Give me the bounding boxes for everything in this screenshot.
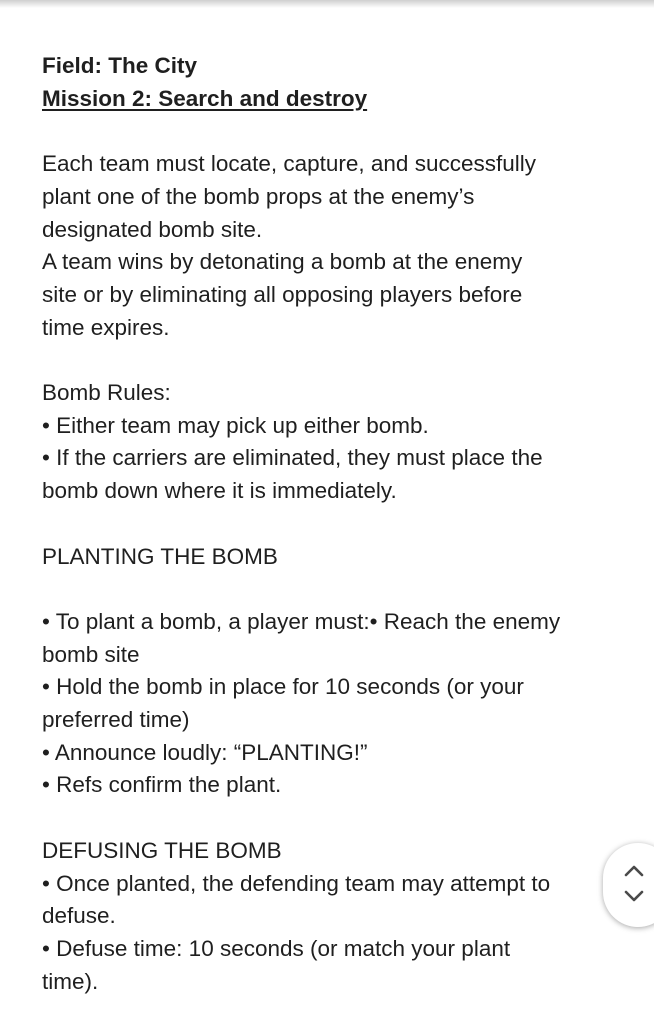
defusing-line: • Once planted, the defending team may attempt to [42,870,551,896]
spacer [42,802,622,835]
planting-line: • Refs confirm the plant. [42,772,282,798]
planting-line: • Announce loudly: “PLANTING!” [42,739,368,765]
spacer [42,508,622,541]
defusing-line: time). [42,968,99,994]
bomb-rules-heading: Bomb Rules: [42,380,171,405]
bomb-rules-line: bomb down where it is immediately. [42,478,397,504]
scroll-navigation-widget [603,843,654,927]
planting-line: preferred time) [42,707,190,732]
chevron-up-icon [623,864,645,878]
objective-line: Each team must locate, capture, and successfully [42,151,536,177]
planting-heading: PLANTING THE BOMB [42,543,278,569]
spacer [42,344,622,377]
objective-line: site or by eliminating all opposing players before [42,281,523,307]
objective-line: plant one of the bomb props at the enemy’s [42,183,475,209]
scroll-up-button[interactable] [619,860,649,882]
planting-line: • Hold the bomb in place for 10 seconds (or your [42,674,524,700]
planting-line: • To plant a bomb, a player must:• Reach the enemy [42,608,561,634]
scroll-down-button[interactable] [619,885,649,907]
spacer [42,573,622,606]
defusing-heading: DEFUSING THE BOMB [42,837,282,863]
top-edge-shadow [0,0,654,8]
bomb-rules-line: • Either team may pick up either bomb. [42,412,429,438]
planting-line: bomb site [42,641,140,667]
field-title: Field: The City [42,53,198,78]
mission-title: Mission 2: Search and destroy [42,85,368,111]
objective-line: A team wins by detonating a bomb at the enemy [42,249,523,275]
spacer [42,115,622,148]
objective-line: designated bomb site. [42,216,263,242]
defusing-line: defuse. [42,903,116,929]
objective-line: time expires. [42,314,170,340]
bomb-rules-line: • If the carriers are eliminated, they must place the [42,445,543,471]
document-body [42,50,622,998]
chevron-down-icon [623,889,645,903]
defusing-line: • Defuse time: 10 seconds (or match your plant [42,935,511,961]
